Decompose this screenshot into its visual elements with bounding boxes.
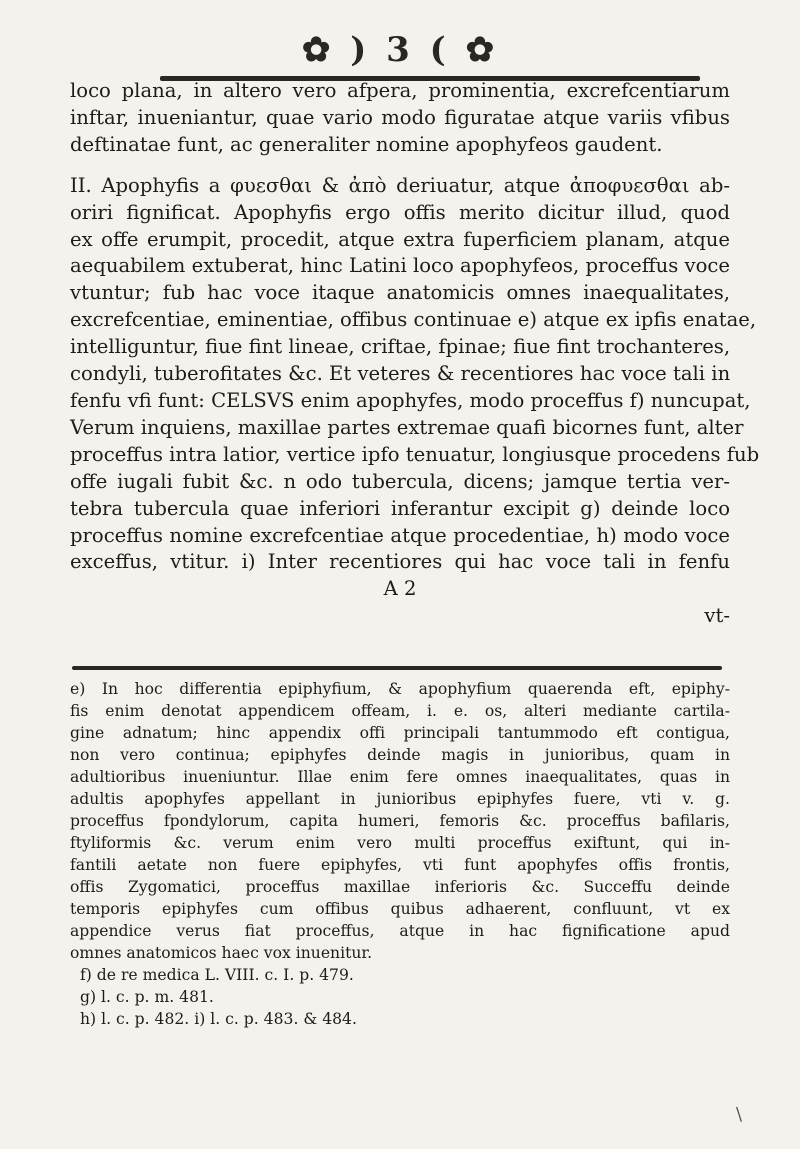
reference-line: f) de re medica L. VIII. c. I. p. 479. (80, 966, 354, 984)
footnote-rule (72, 666, 722, 670)
footnote-line: adultis apophyfes appellant in junioribus epiphyfes fuere, vti v. g. (70, 790, 730, 808)
catchword: vt- (704, 604, 730, 628)
text-line: loco plana, in altero vero afpera, prominentia, excrefcentiarum (70, 79, 730, 102)
reference-line: g) l. c. p. m. 481. (80, 988, 214, 1006)
text-line: vtuntur; fub hac voce itaque anatomicis omnes inaequalitates, (70, 281, 730, 305)
text-line: tebra tubercula quae inferiori inferantur excipit g) deinde loco (70, 496, 730, 520)
footnote-line: non vero continua; epiphyfes deinde magis in junioribus, quam in (70, 746, 730, 764)
footnote-line: omnes anatomicos haec vox inuenitur. (70, 944, 373, 962)
page-header-ornament: ✿ ) 3 ( ✿ (301, 30, 499, 70)
paragraph-2 (70, 173, 760, 628)
main-text (70, 78, 760, 628)
footnote-line: temporis epiphyfes cum offibus quibus adhaerent, confluunt, vt ex (70, 900, 730, 918)
text-line: excrefcentiae, eminentiae, offibus continuae e) atque ex ipfis enatae, (70, 308, 757, 332)
text-line: aequabilem extuberat, hinc Latini loco apophyfeos, proceffus voce (70, 254, 730, 278)
reference-line: h) l. c. p. 482. i) l. c. p. 483. & 484. (80, 1010, 357, 1028)
text-line: offe iugali fubit &c. n odo tubercula, dicens; jamque tertia ver- (70, 469, 730, 493)
text-line: condyli, tuberofitates &c. Et veteres & recentiores hac voce tali in (70, 362, 731, 386)
text-line: Verum inquiens, maxillae partes extremae quafi bicornes funt, alter (70, 415, 744, 439)
text-line: intelliguntur, fiue fint lineae, criftae, fpinae; fiue fint trochanteres, (70, 335, 731, 359)
signature-line (70, 576, 730, 628)
footnote-line: ftyliformis &c. verum enim vero multi proceffus exiftunt, qui in- (70, 834, 730, 852)
text-line: proceffus nomine excrefcentiae atque procedentiae, h) modo voce (70, 523, 730, 547)
footnote-line: appendice verus fiat proceffus, atque in hac fignificatione apud (70, 922, 730, 940)
text-line: oriri fignificat. Apophyfis ergo offis merito dicitur illud, quod (70, 200, 730, 224)
text-line: inftar, inueniantur, quae vario modo figuratae atque variis vfibus (70, 105, 730, 129)
text-line: proceffus intra latior, vertice ipfo tenuatur, longiusque procedens fub (70, 442, 760, 466)
footnote-line: e) In hoc differentia epiphyfium, & apophyfium quaerenda eft, epiphy- (70, 680, 730, 698)
footnote-line: fantili aetate non fuere epiphyfes, vti funt apophyfes offis frontis, (70, 856, 730, 874)
footnote-line: fis enim denotat appendicem offeam, i. e. os, alteri mediante cartila- (70, 702, 730, 720)
footnote-line: adultioribus inueniuntur. Illae enim fere omnes inaequalitates, quas in (70, 768, 730, 786)
footnote-line: gine adnatum; hinc appendix offi principali tantummodo eft contigua, (70, 724, 730, 742)
text-line: II. Apophyfis a φυεσθαι & ἀπὸ deriuatur, atque ἀποφυεσθαι ab- (70, 173, 730, 197)
footnote-line: offis Zygomatici, proceffus maxillae inferioris &c. Succeffu deinde (70, 878, 730, 896)
text-line: deftinatae funt, ac generaliter nomine apophyfeos gaudent. (70, 132, 663, 156)
signature-mark: A 2 (383, 577, 417, 601)
text-line: fenfu vfi funt: CELSVS enim apophyfes, modo proceffus f) nuncupat, (70, 388, 751, 412)
footnote-line: proceffus fpondylorum, capita humeri, femoris &c. proceffus bafilaris, (70, 812, 730, 830)
footnotes (70, 678, 730, 1030)
margin-mark: \ (736, 1104, 743, 1125)
paragraph-1 (70, 78, 730, 159)
text-line: exceffus, vtitur. i) Inter recentiores qui hac voce tali in fenfu (70, 550, 730, 574)
text-line: ex offe erumpit, procedit, atque extra fuperficiem planam, atque (70, 227, 730, 251)
